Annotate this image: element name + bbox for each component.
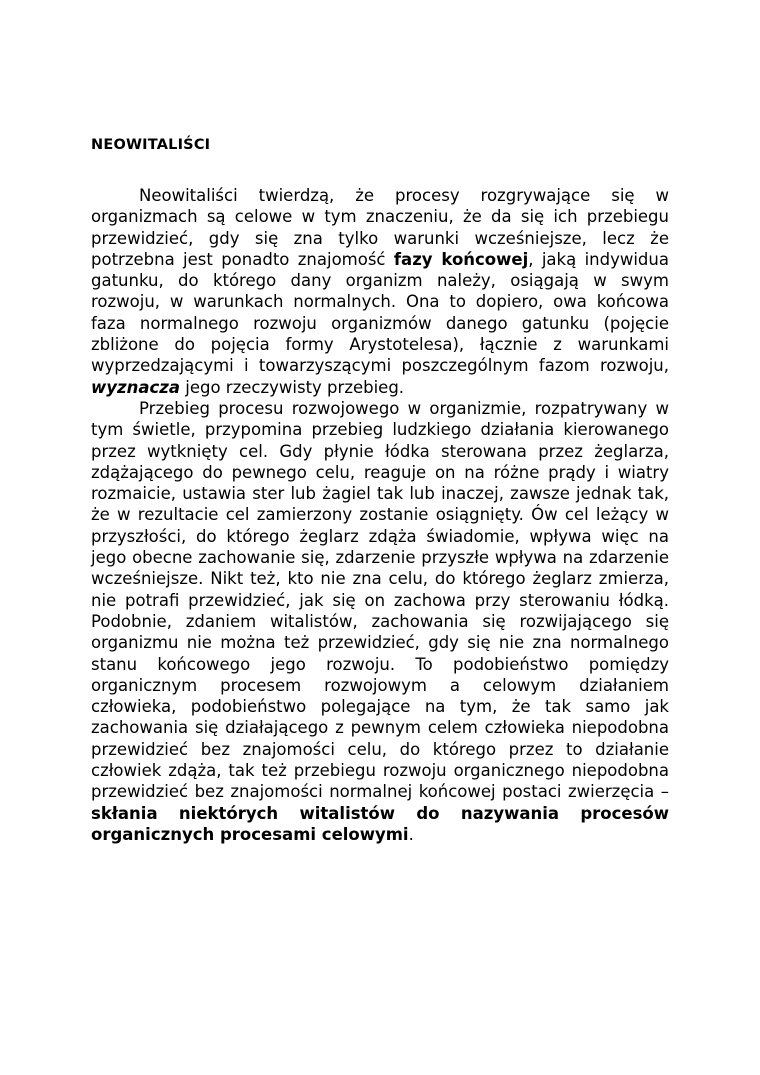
paragraph-1-italic-word: wyznacza [91,377,181,397]
document-title: NEOWITALIŚCI [91,137,211,153]
paragraph-2 [91,398,669,845]
document-body [91,185,669,845]
paragraph-1-bold-phrase: fazy końcowej [393,249,529,269]
paragraph-1-text-a: Neowitaliści twierdzą, że procesy rozgrywające się w organizmach są celowe w tym znaczeniu, że da się ich przebiegu przewidzieć, gdy się zna tylko warunki wcześniejsze, lecz że potrzebna jest ponadto znajomość [91,186,669,269]
paragraph-2-bold-phrase: skłania niektórych witalistów do nazywania procesów organicznych procesami celowymi [91,803,669,844]
paragraph-2-text-a: Przebieg procesu rozwojowego w organizmie, rozpatrywany w tym świetle, przypomina przebieg ludzkiego działania kierowanego przez wytknięty cel. Gdy płynie łódka sterowana przez żeglarza, zdążającego do pewnego celu, reaguje on na różne prądy i wiatry rozmaicie, ustawia ster lub żagiel tak lub inaczej, zawsze jednak tak, że w rezultacie cel zamierzony zostanie osiągnięty. Ów cel leżący w przyszłości, do którego żeglarz zdąża świadomie, wpływa więc na jego obecne zachowanie się, zdarzenie przyszłe wpływa na zdarzenie wcześniejsze. Nikt też, kto nie zna celu, do którego żeglarz zmierza, nie potrafi przewidzieć, jak się on zachowa przy sterowaniu łódką. Podobnie, zdaniem witalistów, zachowania się rozwijającego się organizmu nie można też przewidzieć, gdy się nie zna normalnego stanu końcowego jego rozwoju. To podobieństwo pomiędzy organicznym procesem rozwojowym a celowym działaniem człowieka, podobieństwo polegające na tym, że tak samo jak zachowania się działającego z pewnym celem człowieka niepodobna przewidzieć bez znajomości celu, do którego przez to działanie człowiek zdąża, tak też przebiegu rozwoju organicznego niepodobna przewidzieć bez znajomości normalnej końcowej postaci zwierzęcia – [91,398,669,802]
paragraph-2-text-b: . [408,824,414,844]
paragraph-1-text-c: jego rzeczywisty przebieg. [180,377,405,397]
paragraph-1-text-b: , jaką indywidua gatunku, do którego dany organizm należy, osiągają w swym rozwoju, w warunkach normalnych. Ona to dopiero, owa końcowa faza normalnego rozwoju organizmów danego gatunku (pojęcie zbliżone do pojęcia formy Arystotelesa), łącznie z warunkami wyprzedzającymi i towarzyszącymi poszczególnym fazom rozwoju, [91,249,669,376]
paragraph-1 [91,185,669,398]
